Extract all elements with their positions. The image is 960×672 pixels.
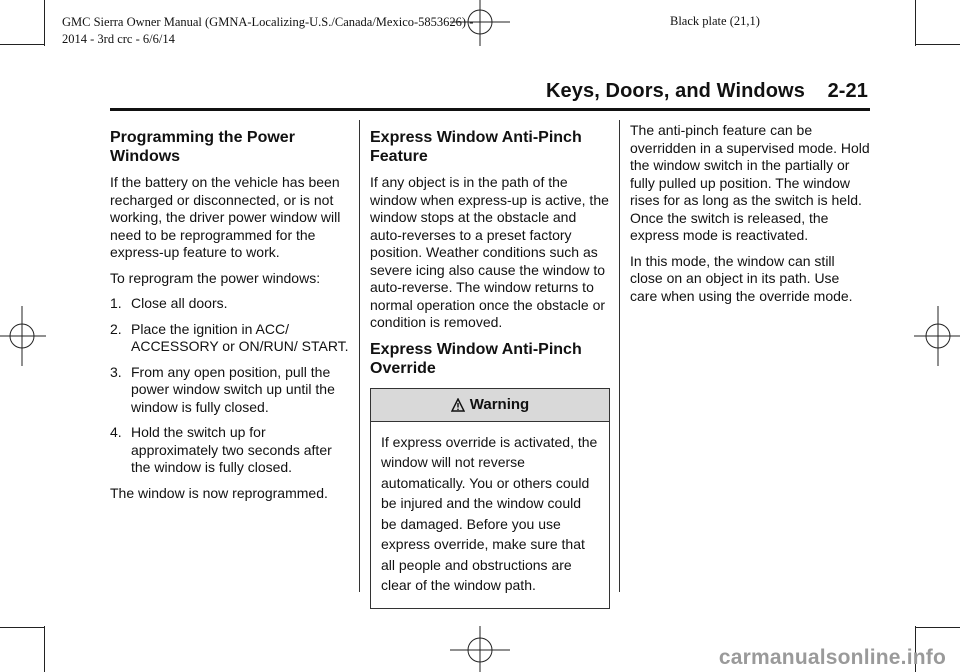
section-heading: Express Window Anti-Pinch Override (370, 340, 582, 377)
section-heading: Express Window Anti-Pinch Feature (370, 129, 582, 165)
section-heading: Programming the Power Windows (110, 129, 295, 165)
crop-mark (44, 626, 45, 672)
column-1 (110, 122, 350, 510)
crop-mark (0, 44, 44, 45)
step-text: From any open position, pull the power window switch up until the window is fully closed. (131, 363, 335, 415)
list-item (110, 364, 350, 417)
list-item (110, 295, 350, 313)
plate-label: Black plate (21,1) (670, 14, 760, 28)
warning-triangle-icon (451, 398, 465, 412)
paragraph: In this mode, the window can still close on an object in its path. Use care when using the override mode. (630, 252, 853, 304)
paragraph: The window is now reprogrammed. (110, 484, 328, 501)
running-title: Keys, Doors, and Windows 2-21 (546, 80, 868, 102)
column-3 (630, 122, 870, 313)
paragraph: To reprogram the power windows: (110, 269, 321, 286)
registration-mark-icon (450, 626, 510, 672)
warning-box (370, 388, 610, 609)
crop-mark (0, 627, 44, 628)
step-number: 1. (110, 295, 122, 311)
crop-mark (915, 0, 916, 46)
warning-title: Warning (469, 395, 530, 413)
step-number: 4. (110, 424, 122, 440)
step-text: Hold the switch up for approximately two seconds after the window is fully closed. (131, 424, 332, 475)
step-text: Close all doors. (131, 295, 228, 311)
document-info: GMC Sierra Owner Manual (GMNA-Localizing-U.S./Canada/Mexico-5853626) - 2014 - 3rd crc - 6/6/14 (62, 15, 474, 46)
column-divider (619, 120, 620, 592)
registration-mark-icon (0, 306, 46, 366)
warning-body: If express override is activated, the window will not reverse automatically. You or others could be injured and the window could be damaged. Before you use express override, make sure that all people and obstructions are clear of the window path. (381, 433, 598, 593)
list-item (110, 424, 350, 477)
list-item (110, 321, 350, 356)
column-divider (359, 120, 360, 592)
step-text: Place the ignition in ACC/ ACCESSORY or ON/RUN/ START. (131, 320, 349, 354)
crop-mark (916, 627, 960, 628)
crop-mark (916, 44, 960, 45)
paragraph: If the battery on the vehicle has been recharged or disconnected, or is not working, the driver power window will need to be reprogrammed for the express-up feature to work. (110, 174, 341, 260)
step-number: 3. (110, 363, 122, 380)
registration-mark-icon (914, 306, 960, 366)
paragraph: The anti-pinch feature can be overridden in a supervised mode. Hold the window switch in the partially or fully pulled up position. The window rises for as long as the switch is held. Once the switch is released, the express mode is reactivated. (630, 122, 870, 243)
column-2 (370, 122, 610, 609)
crop-mark (44, 0, 45, 46)
step-number: 2. (110, 320, 122, 337)
header-rule (110, 108, 870, 111)
steps-list (110, 295, 350, 477)
warning-header (371, 389, 609, 422)
watermark: carmanualsonline.info (718, 646, 946, 669)
paragraph: If any object is in the path of the window when express-up is active, the window stops at the obstacle and auto-reverses to a preset factory position. Weather conditions such as severe icing also cause the window to auto-reverse. The window returns to normal operation once the obstacle or condition is removed. (370, 174, 609, 330)
